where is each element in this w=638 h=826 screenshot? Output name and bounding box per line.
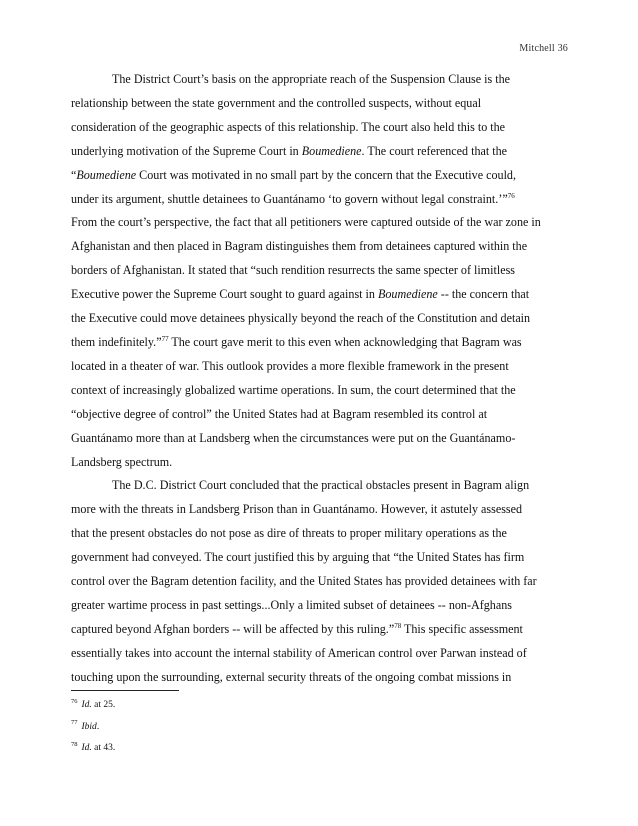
text-run: located in a theater of war. This outlook provides a more flexible framework in the present xyxy=(71,358,509,373)
text-run: -- the concern that xyxy=(437,287,530,302)
text-line xyxy=(71,451,571,475)
text-run: Guantánamo more than at Landsberg when the circumstances were put on the Guantánamo- xyxy=(71,430,516,445)
text-line xyxy=(71,379,571,403)
text-line xyxy=(71,427,571,451)
text-line xyxy=(71,642,571,666)
text-line xyxy=(71,403,571,427)
footnote xyxy=(71,699,571,712)
text-run: at 25. xyxy=(91,700,116,710)
text-run: essentially takes into account the internal stability of American control over Parwan instead of xyxy=(71,645,527,660)
text-line xyxy=(71,666,571,690)
italic-text: Boumediene xyxy=(301,143,362,158)
footnote xyxy=(71,721,571,734)
footnote-ref: 76 xyxy=(507,191,515,200)
text-run: relationship between the state government and the controlled suspects, without equal xyxy=(71,95,482,110)
footnote-number: 76 xyxy=(71,697,78,705)
text-line xyxy=(71,140,571,164)
text-line xyxy=(71,570,571,594)
footnote-number: 77 xyxy=(71,719,78,727)
text-run: touching upon the surrounding, external security threats of the ongoing combat missions in xyxy=(71,669,512,684)
text-run: borders of Afghanistan. It stated that “such rendition resurrects the same specter of limitless xyxy=(71,263,515,278)
text-run: . xyxy=(96,721,100,732)
text-run: them indefinitely.” xyxy=(71,334,162,349)
italic-text: Boumediene xyxy=(76,167,137,182)
body-text xyxy=(71,68,571,690)
text-line xyxy=(71,307,571,331)
text-run: Executive power the Supreme Court sought to guard against in xyxy=(71,287,378,302)
text-line xyxy=(71,92,571,116)
text-run: underlying motivation of the Supreme Court in xyxy=(71,143,302,158)
text-run: captured beyond Afghan borders -- will be affected by this ruling.” xyxy=(71,621,395,636)
text-line xyxy=(71,522,571,546)
text-line xyxy=(71,68,571,92)
paragraph xyxy=(71,474,571,689)
text-run: Afghanistan and then placed in Bagram distinguishes them from detainees captured within the xyxy=(71,239,528,254)
text-run: Court was motivated in no small part by the concern that the Executive could, xyxy=(136,167,516,182)
footnote-ref: 78 xyxy=(394,621,402,630)
text-run: control over the Bagram detention facility, and the United States has provided detainees with far xyxy=(71,574,537,589)
text-run: under its argument, shuttle detainees to Guantánamo ‘to govern without legal constraint.’” xyxy=(71,191,508,206)
text-run: The court gave merit to this even when acknowledging that Bagram was xyxy=(168,334,522,349)
text-line xyxy=(71,474,571,498)
italic-text: Ibid xyxy=(81,721,97,732)
text-line xyxy=(71,594,571,618)
text-line xyxy=(71,546,571,570)
text-line xyxy=(71,498,571,522)
text-run: “ xyxy=(71,167,77,182)
paragraph xyxy=(71,68,571,474)
text-run: context of increasingly globalized wartime operations. In sum, the court determined that the xyxy=(71,382,516,397)
text-run: “objective degree of control” the United States had at Bagram resembled its control at xyxy=(71,406,488,421)
italic-text: Boumediene xyxy=(377,287,438,302)
footnote-number: 78 xyxy=(71,740,78,748)
footnotes xyxy=(71,699,571,764)
footnote-separator xyxy=(71,690,179,691)
text-line xyxy=(71,164,571,188)
text-run: government had conveyed. The court justified this by arguing that “the United States has firm xyxy=(71,550,525,565)
text-run: . The court referenced that the xyxy=(361,143,508,158)
text-line xyxy=(71,235,571,259)
italic-text: Id. xyxy=(81,700,92,710)
footnote-ref: 77 xyxy=(161,334,169,343)
footnote xyxy=(71,742,571,755)
text-line xyxy=(71,355,571,379)
text-line xyxy=(71,211,571,235)
text-line xyxy=(71,259,571,283)
text-run: The D.C. District Court concluded that the practical obstacles present in Bagram align xyxy=(112,478,530,493)
text-line xyxy=(71,188,571,212)
text-line xyxy=(71,283,571,307)
text-run: From the court’s perspective, the fact that all petitioners were captured outside of the war zone in xyxy=(71,215,541,230)
text-run: more with the threats in Landsberg Prison than in Guantánamo. However, it astutely assessed xyxy=(71,502,523,517)
italic-text: Id. xyxy=(81,743,92,753)
running-head: Mitchell 36 xyxy=(519,43,568,54)
text-run: The District Court’s basis on the appropriate reach of the Suspension Clause is the xyxy=(112,72,511,86)
text-run: greater wartime process in past settings...Only a limited subset of detainees -- non-Afghans xyxy=(71,597,512,612)
text-run: that the present obstacles do not pose as dire of threats to proper military operations as the xyxy=(71,526,507,541)
text-run: consideration of the geographic aspects of this relationship. The court also held this to the xyxy=(71,119,506,134)
text-run: Landsberg spectrum. xyxy=(71,454,173,469)
text-line xyxy=(71,116,571,140)
text-run: the Executive could move detainees physically beyond the reach of the Constitution and detain xyxy=(71,311,531,326)
text-run: This specific assessment xyxy=(401,621,523,636)
text-run: at 43. xyxy=(91,743,116,753)
text-line xyxy=(71,618,571,642)
text-line xyxy=(71,331,571,355)
